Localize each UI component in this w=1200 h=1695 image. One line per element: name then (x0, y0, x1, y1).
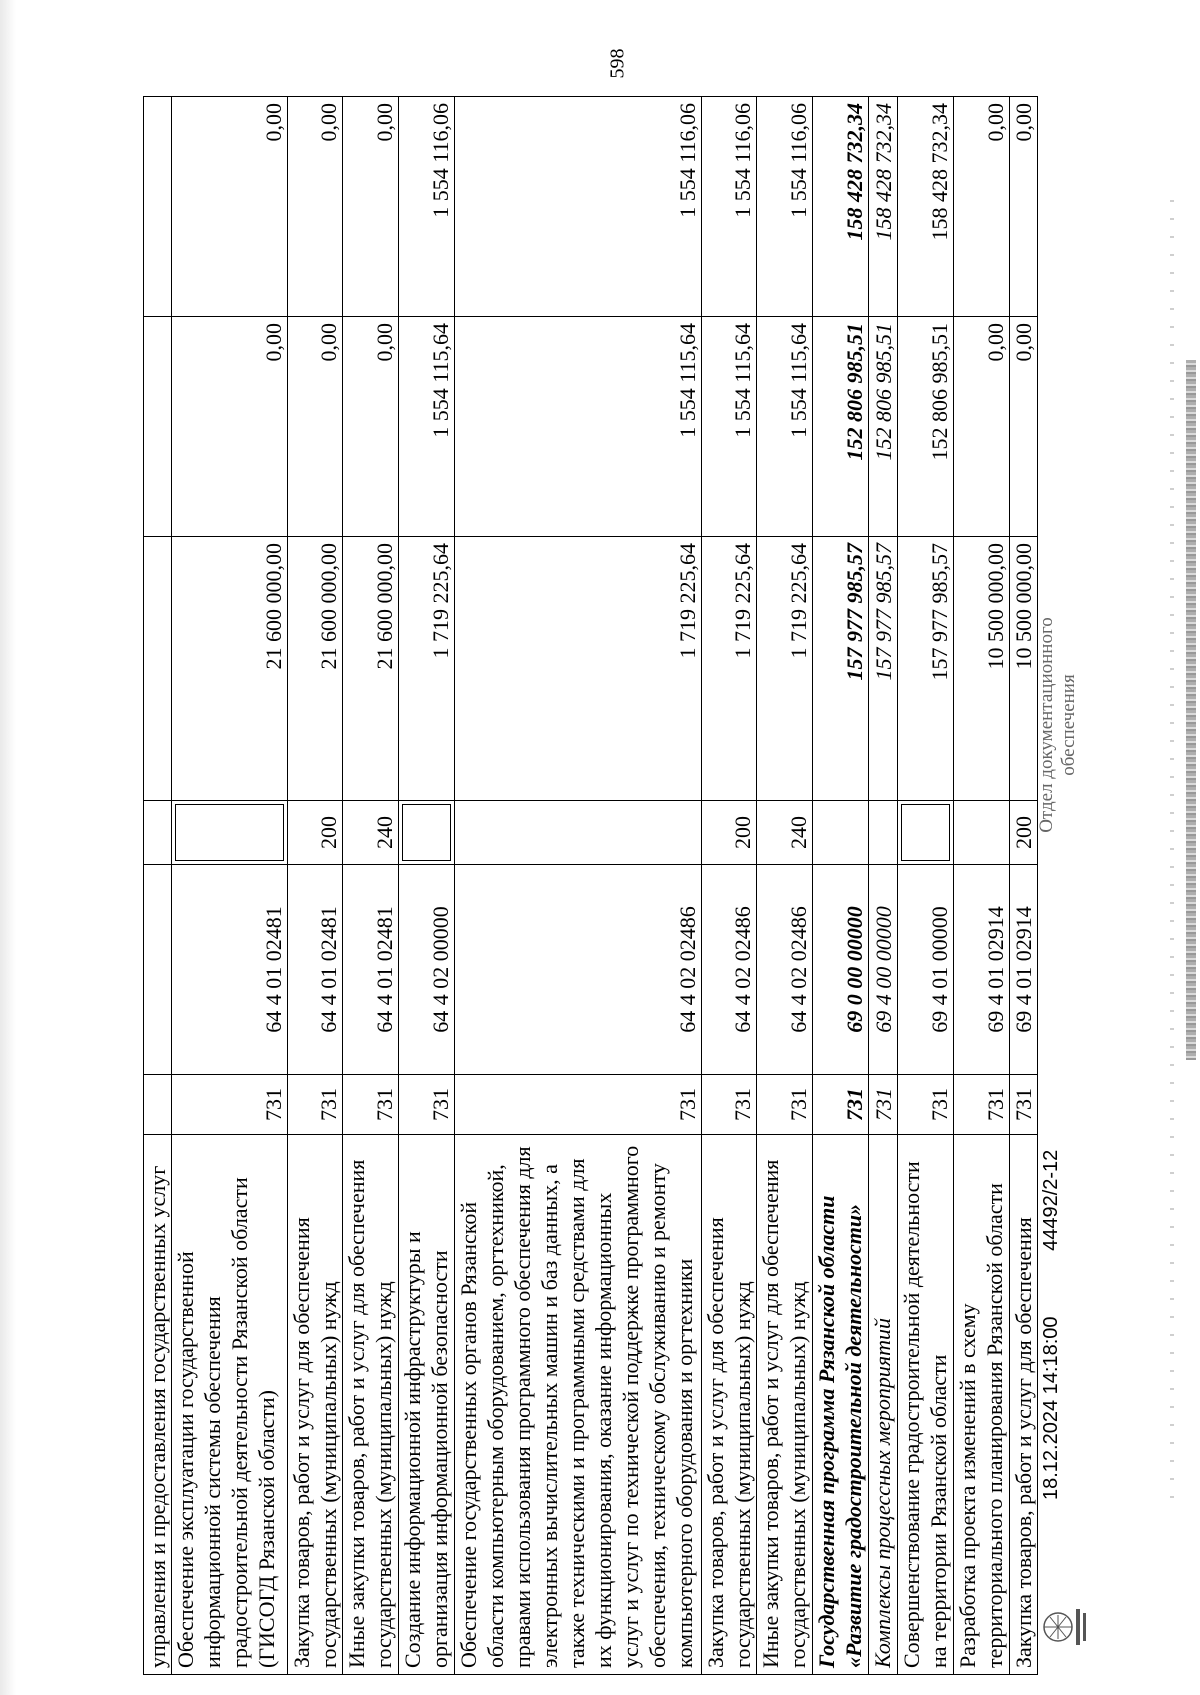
row-ministry-code: 731 (868, 1075, 897, 1135)
row-expense-type: 240 (757, 801, 813, 865)
row-amount-year1: 1 719 225,64 (701, 537, 757, 801)
budget-table-grid (143, 96, 1038, 1675)
row-ministry-code: 731 (399, 1075, 455, 1135)
row-ministry-code: 731 (701, 1075, 757, 1135)
table-row (898, 97, 954, 1675)
row-ministry-code: 731 (1009, 1075, 1037, 1135)
row-amount-year1: 21 600 000,00 (172, 537, 287, 801)
row-target-article: 64 4 01 02481 (343, 865, 399, 1075)
row-description: Закупка товаров, работ и услуг для обеспечения государственных (муниципальных) нужд (701, 1135, 757, 1675)
row-description: управления и предоставления государственных услуг (144, 1135, 172, 1675)
row-amount-year3: 158 428 732,34 (898, 97, 954, 317)
row-ministry-code: 731 (287, 1075, 343, 1135)
row-target-article: 69 4 00 00000 (868, 865, 897, 1075)
row-amount-year1: 21 600 000,00 (287, 537, 343, 801)
row-amount-year2 (144, 317, 172, 537)
row-description: Государственная программа Рязанской области «Развитие градостроительной деятельности» (813, 1135, 869, 1675)
row-amount-year1: 1 719 225,64 (399, 537, 455, 801)
budget-table (143, 97, 1038, 1675)
table-row (399, 97, 455, 1675)
table-row (172, 97, 287, 1675)
row-ministry-code: 731 (454, 1075, 701, 1135)
row-amount-year1 (144, 537, 172, 801)
row-expense-type (172, 801, 287, 865)
row-amount-year2: 0,00 (1009, 317, 1037, 537)
row-amount-year2: 152 806 985,51 (868, 317, 897, 537)
row-amount-year3: 158 428 732,34 (868, 97, 897, 317)
row-amount-year3: 0,00 (287, 97, 343, 317)
row-expense-type (813, 801, 869, 865)
table-row (343, 97, 399, 1675)
row-expense-type: 240 (343, 801, 399, 865)
stamp-line-2: обеспечения (1058, 674, 1079, 776)
row-amount-year2: 0,00 (172, 317, 287, 537)
row-amount-year3: 1 554 116,06 (399, 97, 455, 317)
row-expense-type (399, 801, 455, 865)
row-expense-type (868, 801, 897, 865)
table-row (1009, 97, 1037, 1675)
row-amount-year1: 10 500 000,00 (953, 537, 1009, 801)
row-expense-type: 200 (287, 801, 343, 865)
row-description: Комплексы процессных мероприятий (868, 1135, 897, 1675)
row-description: Совершенствование градостроительной деятельности на территории Рязанской области (898, 1135, 954, 1675)
row-amount-year2: 0,00 (953, 317, 1009, 537)
scan-artifact-bar (1186, 360, 1196, 1060)
row-target-article (144, 865, 172, 1075)
row-expense-type (953, 801, 1009, 865)
row-amount-year3: 1 554 116,06 (701, 97, 757, 317)
row-amount-year2: 0,00 (287, 317, 343, 537)
row-amount-year3: 0,00 (172, 97, 287, 317)
eagle-emblem-icon (1036, 1603, 1092, 1651)
row-expense-type: 200 (1009, 801, 1037, 865)
row-description: Закупка товаров, работ и услуг для обеспечения (1009, 1135, 1037, 1675)
row-target-article: 64 4 02 02486 (757, 865, 813, 1075)
row-description: Обеспечение государственных органов Рязанской области компьютерным оборудованием, оргтехникой, правами использования программного обеспечения для электронных вычислительных машин и баз данных, а также техническими и программными средствами для их функционирования, оказание информационных услуг и услуг по технической поддержке программного обеспечения, техническому обслуживанию и ремонту компьютерного оборудования и оргтехники (454, 1135, 701, 1675)
row-ministry-code: 731 (757, 1075, 813, 1135)
row-description: Иные закупки товаров, работ и услуг для обеспечения государственных (муниципальных) нужд (757, 1135, 813, 1675)
row-target-article: 69 0 00 00000 (813, 865, 869, 1075)
row-amount-year1: 1 719 225,64 (757, 537, 813, 801)
row-target-article: 64 4 02 02486 (701, 865, 757, 1075)
table-row (701, 97, 757, 1675)
row-description: Обеспечение эксплуатации государственной информационной системы обеспечения градостроительной деятельности Рязанской области (ГИСОГД Рязанской области) (172, 1135, 287, 1675)
row-ministry-code: 731 (343, 1075, 399, 1135)
row-expense-type: 200 (701, 801, 757, 865)
row-expense-type (144, 801, 172, 865)
row-description: Создание информационной инфраструктуры и организация информационной безопасности (399, 1135, 455, 1675)
row-amount-year3 (144, 97, 172, 317)
row-ministry-code (144, 1075, 172, 1135)
row-target-article: 64 4 01 02481 (172, 865, 287, 1075)
row-amount-year2: 152 806 985,51 (898, 317, 954, 537)
row-amount-year1: 157 977 985,57 (813, 537, 869, 801)
row-target-article: 64 4 02 00000 (399, 865, 455, 1075)
row-amount-year1: 1 719 225,64 (454, 537, 701, 801)
row-amount-year2: 1 554 115,64 (701, 317, 757, 537)
row-amount-year1: 10 500 000,00 (1009, 537, 1037, 801)
row-target-article: 64 4 02 02486 (454, 865, 701, 1075)
row-amount-year3: 1 554 116,06 (757, 97, 813, 317)
page-number: 598 (606, 48, 629, 79)
row-amount-year2: 1 554 115,64 (757, 317, 813, 537)
row-amount-year3: 0,00 (1009, 97, 1037, 317)
row-amount-year1: 21 600 000,00 (343, 537, 399, 801)
row-ministry-code: 731 (898, 1075, 954, 1135)
table-row (868, 97, 897, 1675)
row-amount-year1: 157 977 985,57 (898, 537, 954, 801)
row-expense-type (454, 801, 701, 865)
row-amount-year2: 0,00 (343, 317, 399, 537)
row-description: Разработка проекта изменений в схему территориального планирования Рязанской области (953, 1135, 1009, 1675)
table-row (813, 97, 869, 1675)
table-row (757, 97, 813, 1675)
row-expense-type (898, 801, 954, 865)
row-description: Иные закупки товаров, работ и услуг для обеспечения государственных (муниципальных) нужд (343, 1135, 399, 1675)
row-amount-year3: 0,00 (953, 97, 1009, 317)
row-target-article: 64 4 01 02481 (287, 865, 343, 1075)
stamp-line-1: Отдел документационного (1036, 617, 1057, 833)
table-row (144, 97, 172, 1675)
row-ministry-code: 731 (172, 1075, 287, 1135)
row-ministry-code: 731 (813, 1075, 869, 1135)
row-amount-year3: 1 554 116,06 (454, 97, 701, 317)
footer-doc-number: 44492/2-12 (1040, 1149, 1062, 1251)
office-stamp (1036, 565, 1080, 885)
rotated-page-content (30, 65, 1180, 1675)
row-amount-year3: 0,00 (343, 97, 399, 317)
row-amount-year2: 152 806 985,51 (813, 317, 869, 537)
row-amount-year2: 1 554 115,64 (454, 317, 701, 537)
footer-datetime: 18.12.2024 14:18:00 (1040, 1316, 1062, 1500)
row-description: Закупка товаров, работ и услуг для обеспечения государственных (муниципальных) нужд (287, 1135, 343, 1675)
row-ministry-code: 731 (953, 1075, 1009, 1135)
row-target-article: 69 4 01 00000 (898, 865, 954, 1075)
scan-edge (0, 0, 16, 1695)
footer-registration (1040, 1090, 1063, 1500)
row-amount-year3: 158 428 732,34 (813, 97, 869, 317)
row-target-article: 69 4 01 02914 (1009, 865, 1037, 1075)
table-row (953, 97, 1009, 1675)
row-amount-year2: 1 554 115,64 (399, 317, 455, 537)
row-amount-year1: 157 977 985,57 (868, 537, 897, 801)
table-row (287, 97, 343, 1675)
row-target-article: 69 4 01 02914 (953, 865, 1009, 1075)
table-row (454, 97, 701, 1675)
